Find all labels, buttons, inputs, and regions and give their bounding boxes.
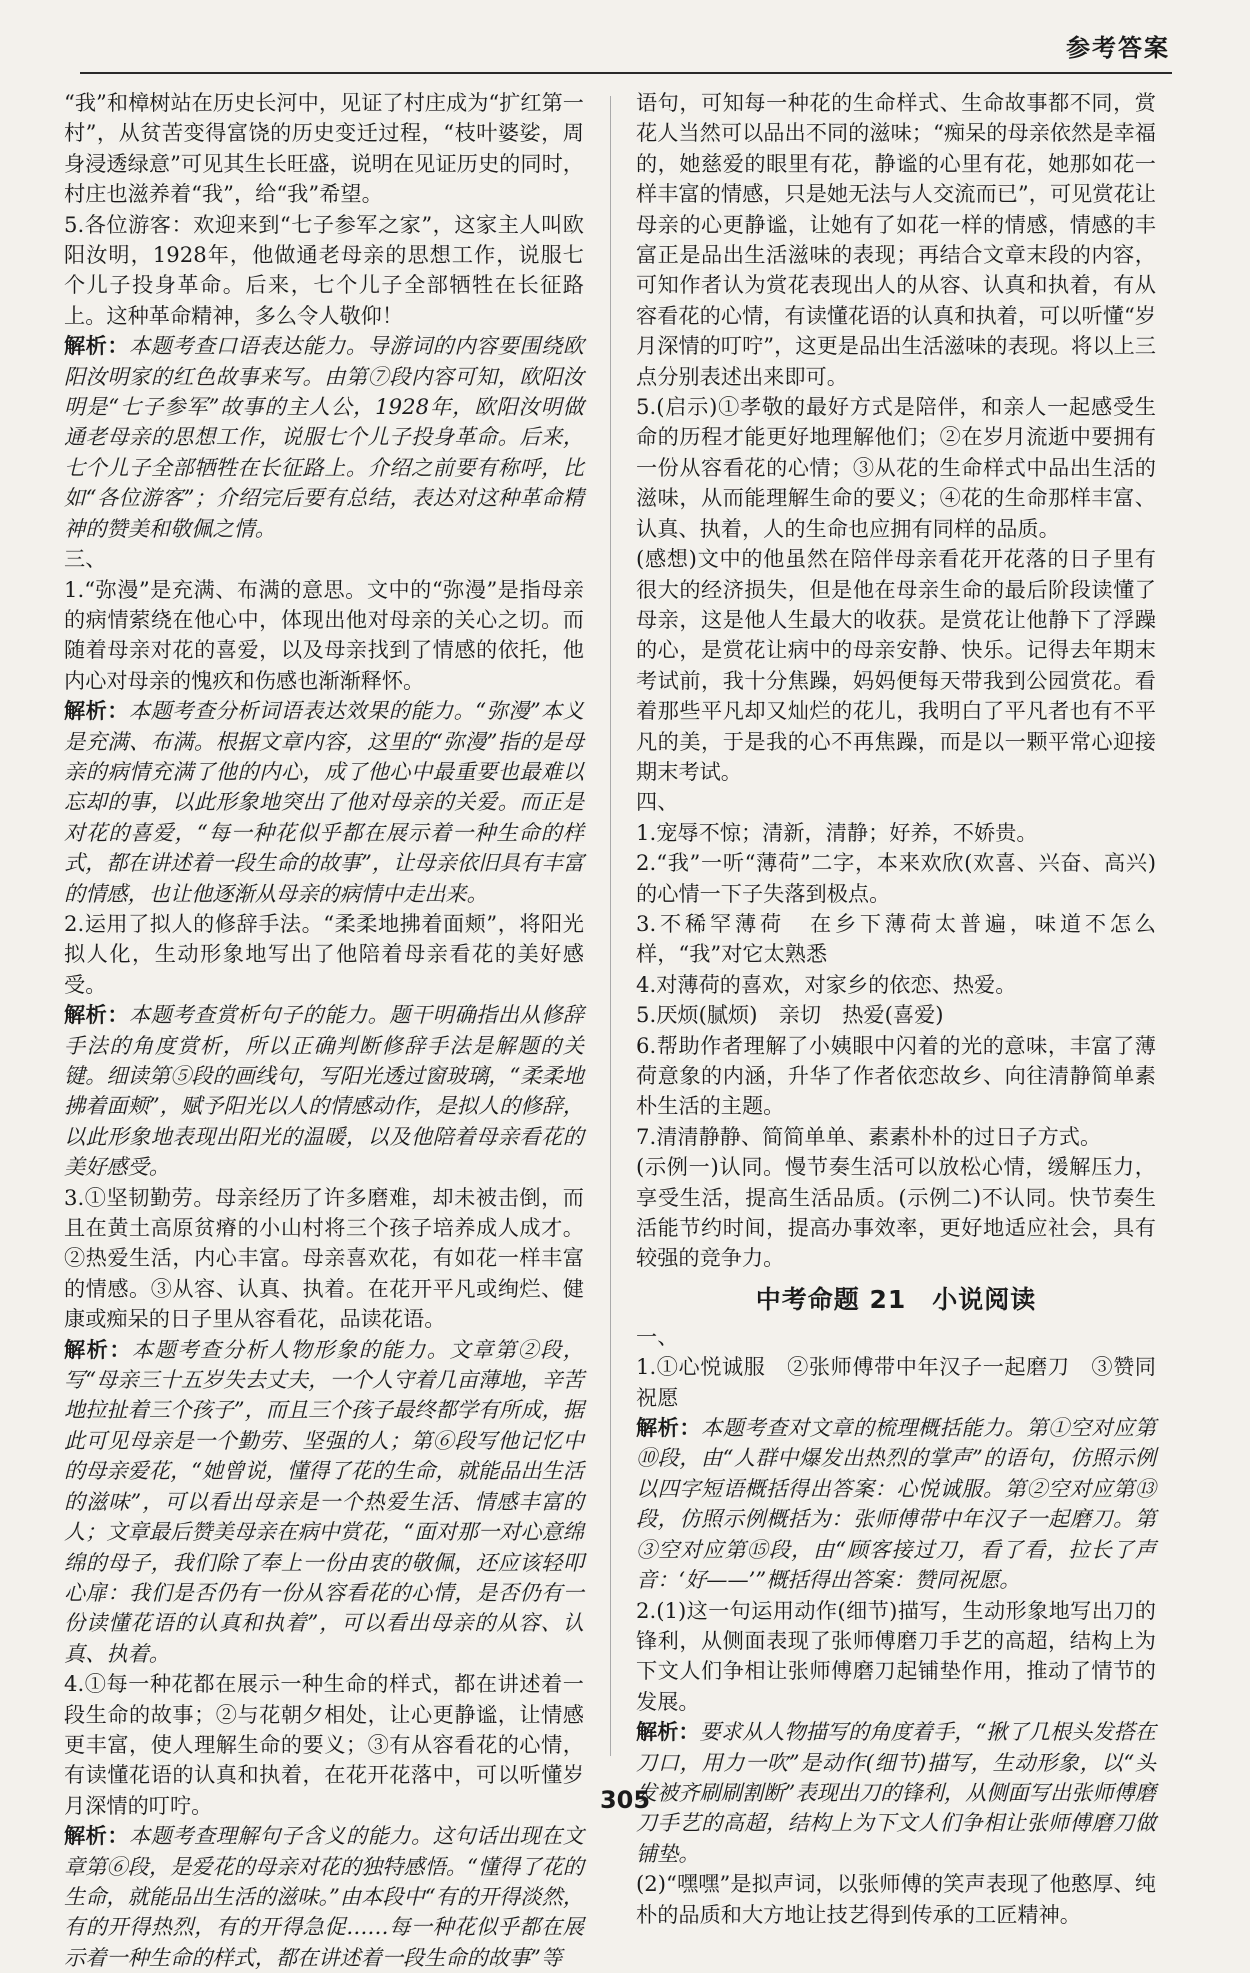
- answer-paragraph: 三、: [64, 546, 107, 572]
- left-column: [64, 88, 584, 1970]
- analysis-text: 本题考查赏析句子的能力。题干明确指出从修辞手法的角度赏析，所以正确判断修辞手法是解题的关键。细读第⑤段的画线句，写阳光透过窗玻璃，“柔柔地拂着面颊”，赋予阳光以人的情感动作，是拟人的修辞，以此形象地表现出阳光的温暖，以及他陪着母亲看花的美好感受。: [64, 1002, 584, 1180]
- answer-paragraph: 2.运用了拟人的修辞手法。“柔柔地拂着面颊”，将阳光拟人化，生动形象地写出了他陪着母亲看花的美好感受。: [64, 910, 584, 997]
- answer-paragraph: 5.(启示)①孝敬的最好方式是陪伴，和亲人一起感受生命的历程才能更好地理解他们；②在岁月流逝中要拥有一份从容看花的心情；③从花的生命样式中品出生活的滋味，从而能理解生命的要义；④花的生命那样丰富、认真、执着，人的生命也应拥有同样的品质。: [636, 394, 1156, 541]
- analysis-text: 本题考查分析人物形象的能力。文章第②段，写“母亲三十五岁失去丈夫，一个人守着几亩薄地，辛苦地拉扯着三个孩子”，而且三个孩子最终都学有所成，据此可见母亲是一个勤劳、坚强的人；第⑥段写他记忆中的母亲爱花，“她曾说，懂得了花的生命，就能品出生活的滋味”，可以看出母亲是一个热爱生活、情感丰富的人；文章最后赞美母亲在病中赏花，“面对那一对心意绵绵的母子，我们除了奉上一份由衷的敬佩，还应该轻叩心扉：我们是否仍有一份从容看花的心情，是否仍有一份读懂花语的认真和执着”，可以看出母亲的从容、认真、执着。: [64, 1336, 584, 1666]
- analysis-text: 本题考查口语表达能力。导游词的内容要围绕欧阳汝明家的红色故事来写。由第⑦段内容可知，欧阳汝明是“七子参军”故事的主人公，1928年，欧阳汝明做通老母亲的思想工作，说服七个儿子投身革命。后来，七个儿子全部牺牲在长征路上。介绍之前要有称呼，比如“各位游客”；介绍完后要有总结，表达对这种革命精神的赞美和敬佩之情。: [64, 333, 584, 541]
- answer-paragraph: 2.(1)这一句运用动作(细节)描写，生动形象地写出刀的锋利，从侧面表现了张师傅磨刀手艺的高超，结构上为下文人们争相让张师傅磨刀起铺垫作用，推动了情节的发展。: [636, 1597, 1156, 1714]
- analysis-text: 要求从人物描写的角度着手，“揪了几根头发搭在刀口，用力一吹”是动作(细节)描写，生动形象，以“头发被齐刷刷割断”表现出刀的锋利，从侧面写出张师傅磨刀手艺的高超，结构上为下文人们争相让张师傅磨刀做铺垫。: [636, 1719, 1156, 1866]
- answer-paragraph: 四、: [636, 789, 679, 815]
- analysis-paragraph: [64, 331, 584, 544]
- analysis-paragraph: [64, 1000, 584, 1182]
- section-title: 中考命题 21 小说阅读: [755, 1284, 1037, 1314]
- column-divider: [610, 96, 611, 1756]
- right-column: [636, 88, 1156, 1927]
- analysis-text: 本题考查分析词语表达效果的能力。“弥漫”本义是充满、布满。根据文章内容，这里的“弥漫”指的是母亲的病情充满了他的内心，成了他心中最重要也最难以忘却的事，以此形象地突出了他对母亲的关爱。而正是对花的喜爱，“每一种花似乎都在展示着一种生命的样式，都在讲述着一段生命的故事”，让母亲依旧具有丰富的情感，也让他逐渐从母亲的病情中走出来。: [64, 698, 584, 906]
- answer-paragraph: 4.对薄荷的喜欢，对家乡的依恋、热爱。: [636, 971, 1017, 997]
- analysis-paragraph: [636, 1413, 1156, 1595]
- answer-paragraph: 6.帮助作者理解了小姨眼中闪着的光的意味，丰富了薄荷意象的内涵，升华了作者依恋故乡、向往清静简单素朴生活的主题。: [636, 1032, 1156, 1119]
- answer-paragraph: 2.“我”一听“薄荷”二字，本来欢欣(欢喜、兴奋、高兴)的心情一下子失落到极点。: [636, 850, 1156, 906]
- page-header: [0, 28, 1250, 68]
- header-rule: [80, 72, 1172, 74]
- answer-paragraph: 3.①坚韧勤劳。母亲经历了许多磨难，却未被击倒，而且在黄土高原贫瘠的小山村将三个孩子培养成人成才。②热爱生活，内心丰富。母亲喜欢花，有如花一样丰富的情感。③从容、认真、执着。在花开平凡或绚烂、健康或痴呆的日子里从容看花，品读花语。: [64, 1184, 584, 1332]
- analysis-paragraph: [64, 1821, 584, 1973]
- analysis-label: 解析：: [64, 333, 130, 359]
- answer-paragraph: 4.①每一种花都在展示一种生命的样式，都在讲述着一段生命的故事；②与花朝夕相处，让心更静谧，让情感更丰富，使人理解生命的要义；③有从容看花的心情，有读懂花语的认真和执着，在花开花落中，可以听懂岁月深情的叮咛。: [64, 1671, 584, 1818]
- header-title: 参考答案: [1066, 34, 1170, 62]
- answer-paragraph: (示例一)认同。慢节奏生活可以放松心情，缓解压力，享受生活，提高生活品质。(示例二)不认同。快节奏生活能节约时间，提高办事效率，更好地适应社会，具有较强的竞争力。: [636, 1154, 1156, 1271]
- answer-paragraph: 一、: [636, 1323, 679, 1349]
- answer-paragraph: 3.不稀罕薄荷 在乡下薄荷太普遍，味道不怎么样，“我”对它太熟悉: [636, 910, 1156, 967]
- answer-paragraph: “我”和樟树站在历史长河中，见证了村庄成为“扩红第一村”，从贫苦变得富饶的历史变迁过程，“枝叶婆娑，周身浸透绿意”可见其生长旺盛，说明在见证历史的同时，村庄也滋养着“我”，给“我”希望。: [64, 90, 584, 207]
- answer-paragraph: 7.清清静静、简简单单、素素朴朴的过日子方式。: [636, 1123, 1102, 1149]
- answer-paragraph: 5.各位游客：欢迎来到“七子参军之家”，这家主人叫欧阳汝明，1928年，他做通老母亲的思想工作，说服七个儿子投身革命。后来，七个儿子全部牺牲在长征路上。这种革命精神，多么令人敬仰！: [64, 211, 584, 328]
- analysis-label: 解析：: [636, 1719, 700, 1745]
- analysis-label: 解析：: [64, 1336, 133, 1362]
- analysis-label: 解析：: [64, 1823, 130, 1849]
- page-number: 305: [599, 1786, 651, 1814]
- analysis-label: 解析：: [636, 1415, 702, 1441]
- analysis-label: 解析：: [64, 1002, 130, 1028]
- analysis-paragraph: [64, 1335, 584, 1669]
- answer-paragraph: (2)“嘿嘿”是拟声词，以张师傅的笑声表现了他憨厚、纯朴的品质和大方地让技艺得到传承的工匠精神。: [636, 1871, 1156, 1927]
- analysis-paragraph: [64, 696, 584, 909]
- analysis-text: 本题考查理解句子含义的能力。这句话出现在文章第⑥段，是爱花的母亲对花的独特感悟。“懂得了花的生命，就能品出生活的滋味。”由本段中“有的开得淡然，有的开得热烈，有的开得急促……每一种花似乎都在展示着一种生命的样式，都在讲述着一段生命的故事”等: [64, 1823, 584, 1970]
- answer-paragraph: 1.宠辱不惊；清新，清静；好养，不娇贵。: [636, 819, 1038, 845]
- answer-paragraph: 1.“弥漫”是充满、布满的意思。文中的“弥漫”是指母亲的病情萦绕在他心中，体现出他对母亲的关心之切。而随着母亲对花的喜爱，以及母亲找到了情感的依托，他内心对母亲的愧疚和伤感也渐渐释怀。: [64, 576, 584, 693]
- analysis-text: 本题考查对文章的梳理概括能力。第①空对应第⑩段，由“人群中爆发出热烈的掌声”的语句，仿照示例以四字短语概括得出答案：心悦诚服。第②空对应第⑬段，仿照示例概括为：张师傅带中年汉子一起磨刀。第③空对应第⑮段，由“顾客接过刀，看了看，拉长了声音：‘好——’”概括得出答案：赞同祝愿。: [636, 1415, 1156, 1593]
- answer-paragraph: (感想)文中的他虽然在陪伴母亲看花开花落的日子里有很大的经济损失，但是他在母亲生命的最后阶段读懂了母亲，这是他人生最大的收获。是赏花让他静下了浮躁的心，是赏花让病中的母亲安静、快乐。记得去年期末考试前，我十分焦躁，妈妈便每天带我到公园赏花。看着那些平凡却又灿烂的花儿，我明白了平凡者也有不平凡的美，于是我的心不再焦躁，而是以一颗平常心迎接期末考试。: [636, 546, 1156, 784]
- answer-paragraph: 1.①心悦诚服 ②张师傅带中年汉子一起磨刀 ③赞同祝愿: [636, 1354, 1156, 1410]
- continued-paragraph: 语句，可知每一种花的生命样式、生命故事都不同，赏花人当然可以品出不同的滋味；“痴呆的母亲依然是幸福的，她慈爱的眼里有花，静谧的心里有花，她那如花一样丰富的情感，只是她无法与人交流而已”，可见赏花让母亲的心更静谧，让她有了如花一样的情感，情感的丰富正是品出生活滋味的表现；再结合文章末段的内容，可知作者认为赏花表现出人的从容、认真和执着，有从容看花的心情，有读懂花语的认真和执着，可以听懂“岁月深情的叮咛”，这更是品出生活滋味的表现。将以上三点分别表述出来即可。: [636, 90, 1156, 389]
- answer-paragraph: 5.厌烦(腻烦) 亲切 热爱(喜爱): [636, 1002, 944, 1028]
- analysis-label: 解析：: [64, 698, 129, 724]
